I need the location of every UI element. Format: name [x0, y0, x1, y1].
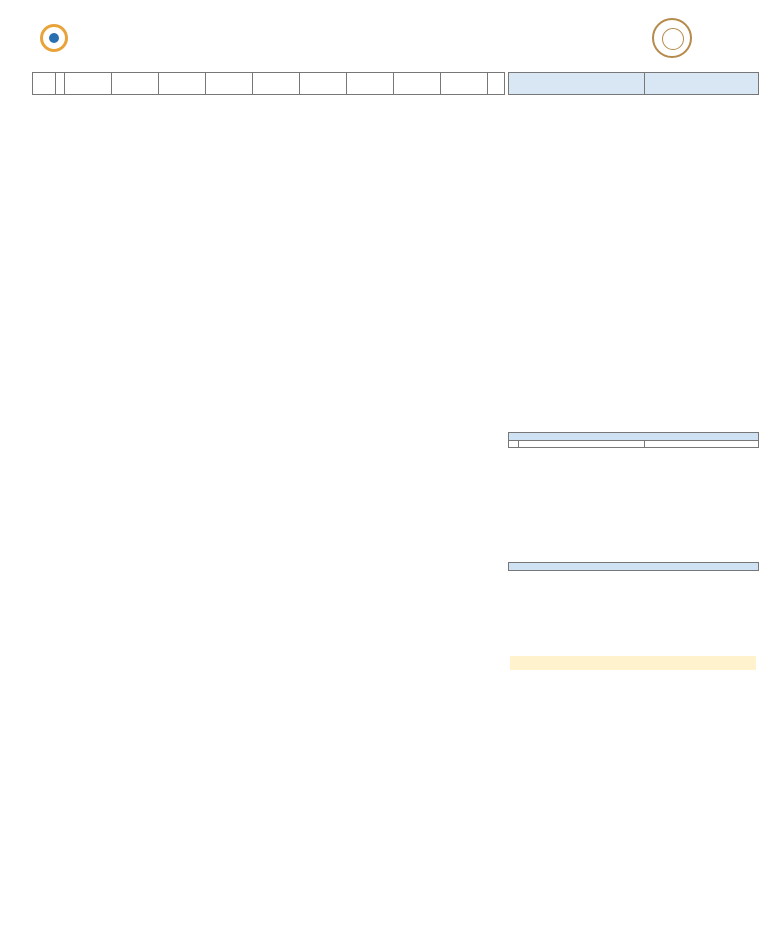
teacher-table: [508, 72, 759, 95]
col-class-8c: [347, 73, 394, 95]
tugas-piket-table: [508, 562, 759, 571]
col-waktu: [65, 73, 112, 95]
wali-col-nama: [519, 440, 645, 448]
wali-kelas-header: [508, 432, 759, 448]
col-nama-guru: [509, 73, 645, 95]
col-class-8a: [253, 73, 300, 95]
school-seal: [652, 18, 692, 58]
school-logo: [40, 24, 68, 52]
wali-kelas-title: [509, 433, 759, 441]
col-class-9b: [441, 73, 488, 95]
col-class-7b: [159, 73, 206, 95]
col-hari: [33, 73, 56, 95]
wali-col-no: [509, 440, 519, 448]
col-class-8b: [300, 73, 347, 95]
wali-col-kelas: [645, 440, 759, 448]
col-class-7a: [112, 73, 159, 95]
col-class-7c: [206, 73, 253, 95]
pancasila-title: [510, 656, 756, 670]
col-class-9a: [394, 73, 441, 95]
schedule-table-top: [32, 72, 505, 95]
col-jam: [55, 73, 64, 95]
col-piket: [488, 73, 505, 95]
col-tugas: [645, 73, 759, 95]
tugas-piket-title: [509, 563, 759, 571]
